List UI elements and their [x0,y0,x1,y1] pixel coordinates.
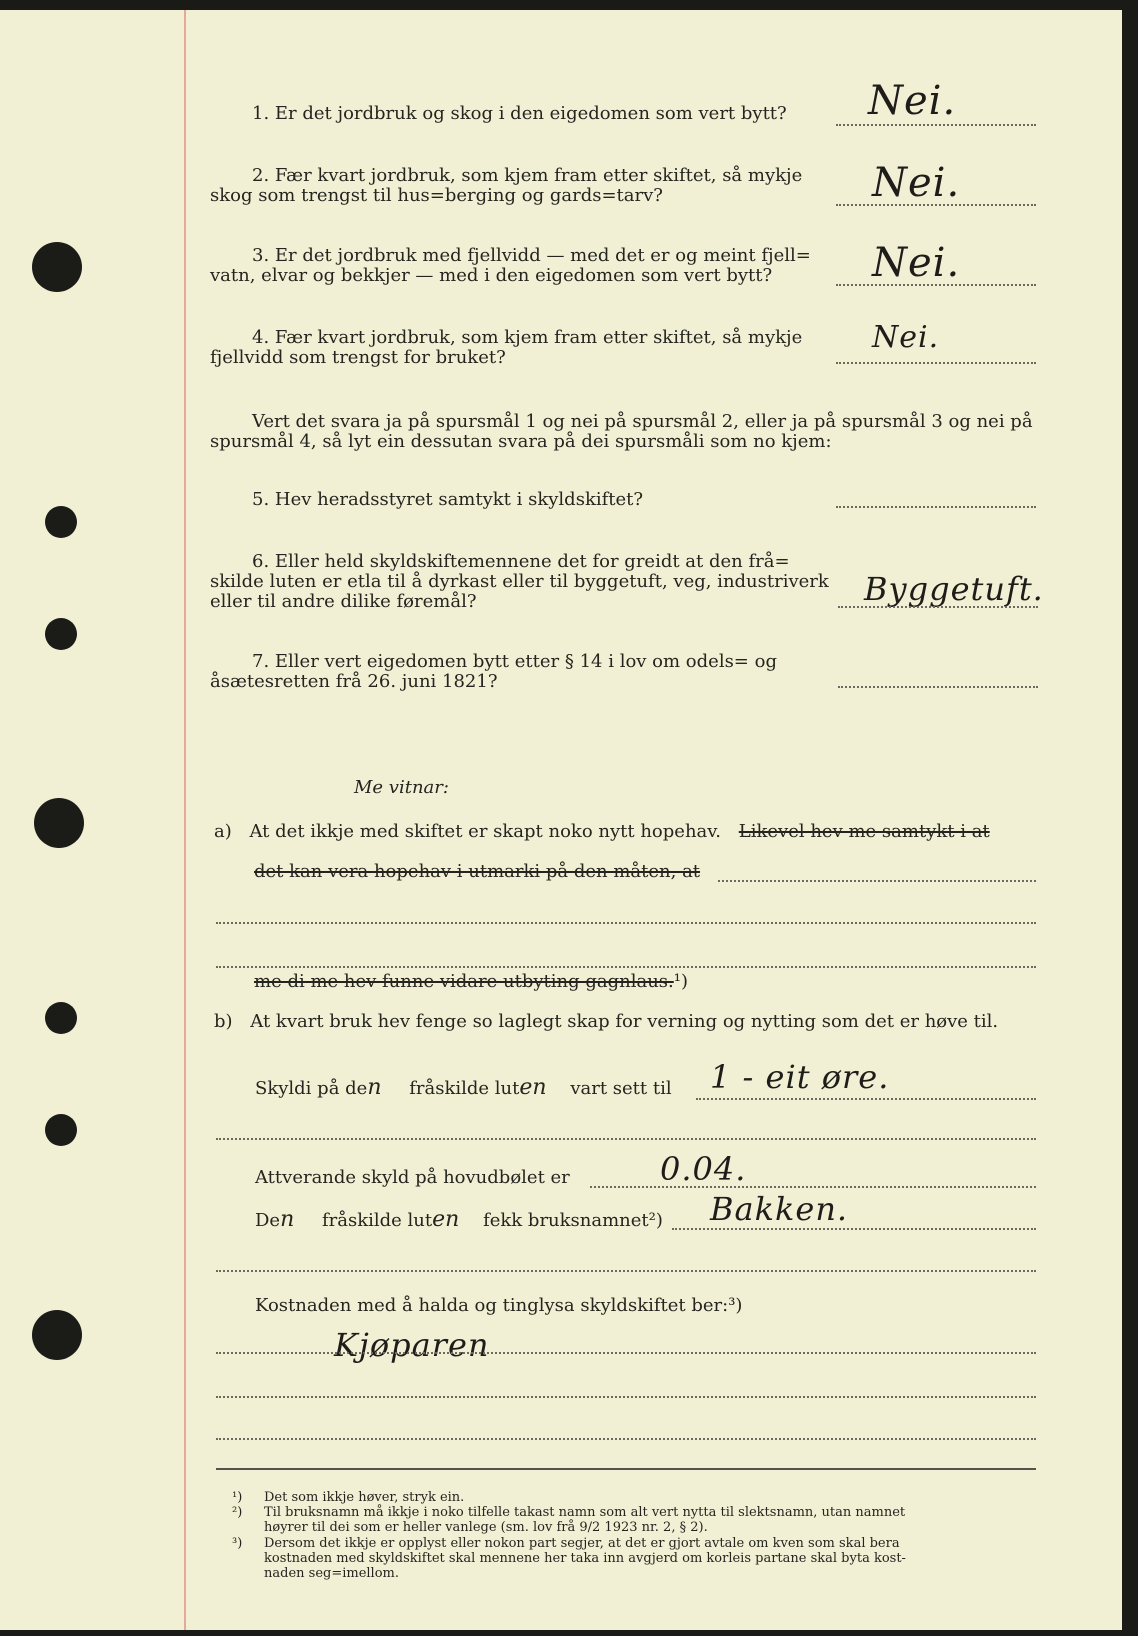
question-2-line-1: 2. Fær kvart jordbruk, som kjem fram etter skiftet, så mykje [252,165,803,186]
bruksnamn-row [255,1207,663,1232]
answer-2-handwritten: Nei. [872,160,961,206]
intro-line-2: spursmål 4, så lyt ein dessutan svara på dei spursmåli som no kjem: [210,431,832,452]
answer-4-handwritten: Nei. [872,320,940,355]
question-6-line-3: eller til andre dilike føremål? [210,591,477,612]
answer-6-handwritten: Byggetuft. [864,570,1044,608]
kostnad-line-2 [216,1396,1036,1398]
footnote-2-line-1: Til bruksnamn må ikkje i noko tilfelle takast namn som alt vert nytta til slektsnamn, utan namnet [264,1505,906,1520]
question-1-text: 1. Er det jordbruk og skog i den eigedomen som vert bytt? [252,103,787,124]
skyld-handwritten-1: n [367,1075,382,1100]
question-2 [210,166,836,206]
question-5-text: 5. Hev heradsstyret samtykt i skyldskiftet? [252,489,644,510]
witness-b-label: b) [214,1011,233,1032]
document-page [0,10,1122,1630]
bruksnamn-value-handwritten: Bakken. [710,1190,849,1228]
question-5 [252,490,643,510]
attverande-line [590,1186,1036,1188]
witness-a-footnote-ref: ¹) [673,971,688,992]
witness-a-struck-3: me di me hev funne vidare utbyting gagnlaus. [254,971,674,992]
kostnad-label: Kostnaden med å halda og tinglysa skyldskiftet ber:³) [255,1295,743,1316]
question-7-line-2: åsætesretten frå 26. juni 1821? [210,671,498,692]
witness-b-text: At kvart bruk hev fenge so laglegt skap for verning og nytting som det er høve til. [250,1011,999,1032]
footnote-2 [232,1505,906,1535]
question-6 [210,552,829,612]
binder-hole [45,1114,77,1146]
bruksnamn-handwritten-1: n [280,1207,295,1232]
binder-hole [32,242,82,292]
witness-a-struck-1: Likevel hev me samtykt i at [738,821,990,842]
bruksnamn-line [672,1228,1036,1230]
bruksnamn-label-1: De [255,1210,281,1231]
skyld-label-2: fråskilde lut [409,1078,520,1099]
witness-line-2 [216,922,1036,924]
attverande-label: Attverande skyld på hovudbølet er [255,1167,570,1188]
witness-heading: Me vitnar: [354,777,449,798]
witness-a [214,822,990,842]
question-4-line-1: 4. Fær kvart jordbruk, som kjem fram etter skiftet, så mykje [252,327,803,348]
skyld-handwritten-2: en [519,1075,547,1100]
footnote-3 [232,1536,906,1581]
question-7-line-1: 7. Eller vert eigedomen bytt etter § 14 i lov om odels= og [252,651,777,672]
skyld-row [255,1075,672,1100]
footnote-divider [216,1468,1036,1470]
answer-line-7 [838,686,1038,688]
binder-hole [45,1002,77,1034]
footnote-2-mark: ²) [232,1505,243,1520]
bruksnamn-line-2 [216,1270,1036,1272]
footnote-3-line-3: naden seg=imellom. [264,1566,400,1581]
bruksnamn-handwritten-2: en [432,1207,460,1232]
kostnad-line-3 [216,1438,1036,1440]
answer-3-handwritten: Nei. [872,240,961,286]
question-3-line-1: 3. Er det jordbruk med fjellvidd — med det er og meint fjell= [252,245,811,266]
witness-line-3 [216,966,1036,968]
question-4 [210,328,802,368]
witness-b [214,1012,998,1032]
question-3 [210,246,811,286]
skyld-line [696,1098,1036,1100]
skyld-value-handwritten: 1 - eit øre. [710,1058,890,1096]
witness-a-text: At det ikkje med skiftet er skapt noko nytt hopehav. [249,821,722,842]
footnote-1 [232,1490,465,1505]
question-1 [252,104,787,124]
witness-a-label: a) [214,821,232,842]
intro-line-1: Vert det svara ja på spursmål 1 og nei på spursmål 2, eller ja på spursmål 3 og nei på [252,411,1033,432]
kostnad-line-1 [216,1352,1036,1354]
answer-line-1 [836,124,1036,126]
bruksnamn-label-3: fekk bruksnamnet²) [483,1210,663,1231]
answer-line-5 [836,506,1036,508]
red-margin-line [184,10,186,1630]
attverande-value-handwritten: 0.04. [660,1150,747,1188]
witness-line-1 [718,880,1036,882]
kostnad-value-handwritten: Kjøparen [334,1326,490,1364]
question-3-line-2: vatn, elvar og bekkjer — med i den eigedomen som vert bytt? [210,265,773,286]
skyld-line-2 [216,1138,1036,1140]
footnote-3-line-1: Dersom det ikkje er opplyst eller nokon part segjer, at det er gjort avtale om kven som skal bera [264,1536,900,1551]
skyld-label-3: vart sett til [570,1078,672,1099]
witness-a-struck-2: det kan vera hopehav i utmarki på den måten, at [254,861,701,882]
footnote-2-line-2: høyrer til dei som er heller vanlege (sm. lov frå 9/2 1923 nr. 2, § 2). [264,1520,708,1535]
binder-hole [45,506,77,538]
bruksnamn-label-2: fråskilde lut [322,1210,433,1231]
question-4-line-2: fjellvidd som trengst for bruket? [210,347,506,368]
binder-hole [45,618,77,650]
witness-a-struck-3-row [254,972,688,992]
binder-hole [32,1310,82,1360]
footnote-1-mark: ¹) [232,1490,243,1505]
footnote-3-mark: ³) [232,1536,243,1551]
footnote-3-line-2: kostnaden med skyldskiftet skal mennene her taka inn avgjerd om korleis partane skal byta kost- [264,1551,906,1566]
skyld-label-1: Skyldi på de [255,1078,368,1099]
question-6-line-1: 6. Eller held skyldskiftemennene det for greidt at den frå= [252,551,790,572]
intro-paragraph [210,412,1033,452]
answer-line-4 [836,362,1036,364]
footnote-1-text: Det som ikkje høver, stryk ein. [264,1490,465,1505]
question-2-line-2: skog som trengst til hus=berging og gards=tarv? [210,185,663,206]
answer-1-handwritten: Nei. [868,78,957,124]
binder-hole [34,798,84,848]
question-7 [210,652,777,692]
question-6-line-2: skilde luten er etla til å dyrkast eller til byggetuft, veg, industriverk [210,571,829,592]
answer-line-6 [838,606,1038,608]
